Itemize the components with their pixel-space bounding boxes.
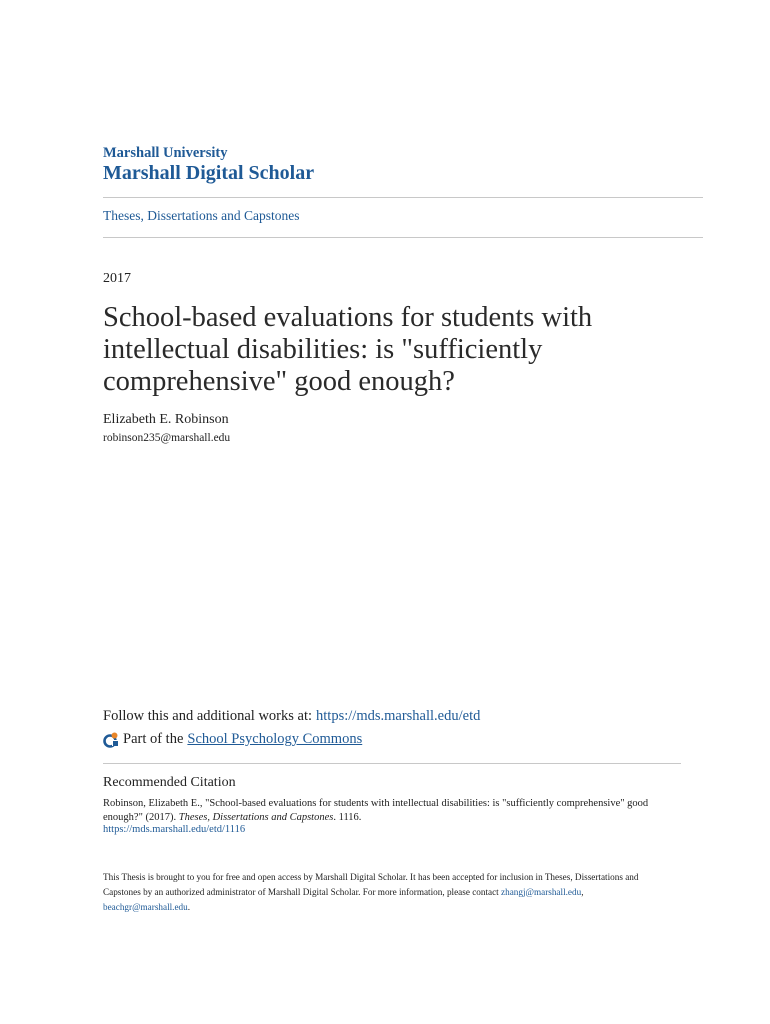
divider [103, 197, 703, 198]
series-link[interactable]: Theses, Dissertations and Capstones [103, 208, 300, 223]
commons-link[interactable]: School Psychology Commons [187, 731, 363, 747]
author-email: robinson235@marshall.edu [103, 432, 231, 444]
notice-text: This Thesis is brought to you for free and open access by Marshall Digital Scholar. It has been accepted for inclusion in Theses, Dissertations and Capstones by an authorized administrator of Marshall Digital Scholar. For more information, please contact [103, 872, 639, 897]
follow-line [103, 708, 480, 725]
part-of-line [103, 731, 362, 748]
citation-url-link[interactable]: https://mds.marshall.edu/etd/1116 [103, 824, 246, 835]
notice-separator: , [581, 887, 584, 897]
citation-main: Robinson, Elizabeth E., "School-based evaluations for students with intellectual disabilities: is "sufficiently comprehensive" good enough?" (2017). [103, 798, 649, 823]
document-title: School-based evaluations for students with intellectual disabilities: is "sufficiently comprehensive" good enough? [103, 302, 593, 397]
author-name: Elizabeth E. Robinson [103, 412, 229, 427]
repository-link[interactable]: Marshall Digital Scholar [103, 162, 315, 184]
contact-email-link[interactable]: beachgr@marshall.edu [103, 902, 188, 912]
citation-series: Theses, Dissertations and Capstones [178, 812, 334, 823]
network-commons-icon [103, 732, 119, 748]
publication-year: 2017 [103, 271, 131, 286]
part-of-label: Part of the [123, 731, 184, 747]
access-notice [103, 870, 663, 915]
citation-text [103, 797, 663, 825]
follow-label: Follow this and additional works at: [103, 708, 313, 724]
citation-number: . 1116. [333, 812, 362, 823]
divider [103, 763, 681, 764]
notice-end: . [187, 902, 191, 912]
institution-link[interactable]: Marshall University [103, 145, 228, 161]
contact-email-link[interactable]: zhangj@marshall.edu [501, 887, 582, 897]
follow-url-link[interactable]: https://mds.marshall.edu/etd [316, 708, 481, 724]
divider [103, 237, 703, 238]
citation-heading: Recommended Citation [103, 775, 236, 790]
